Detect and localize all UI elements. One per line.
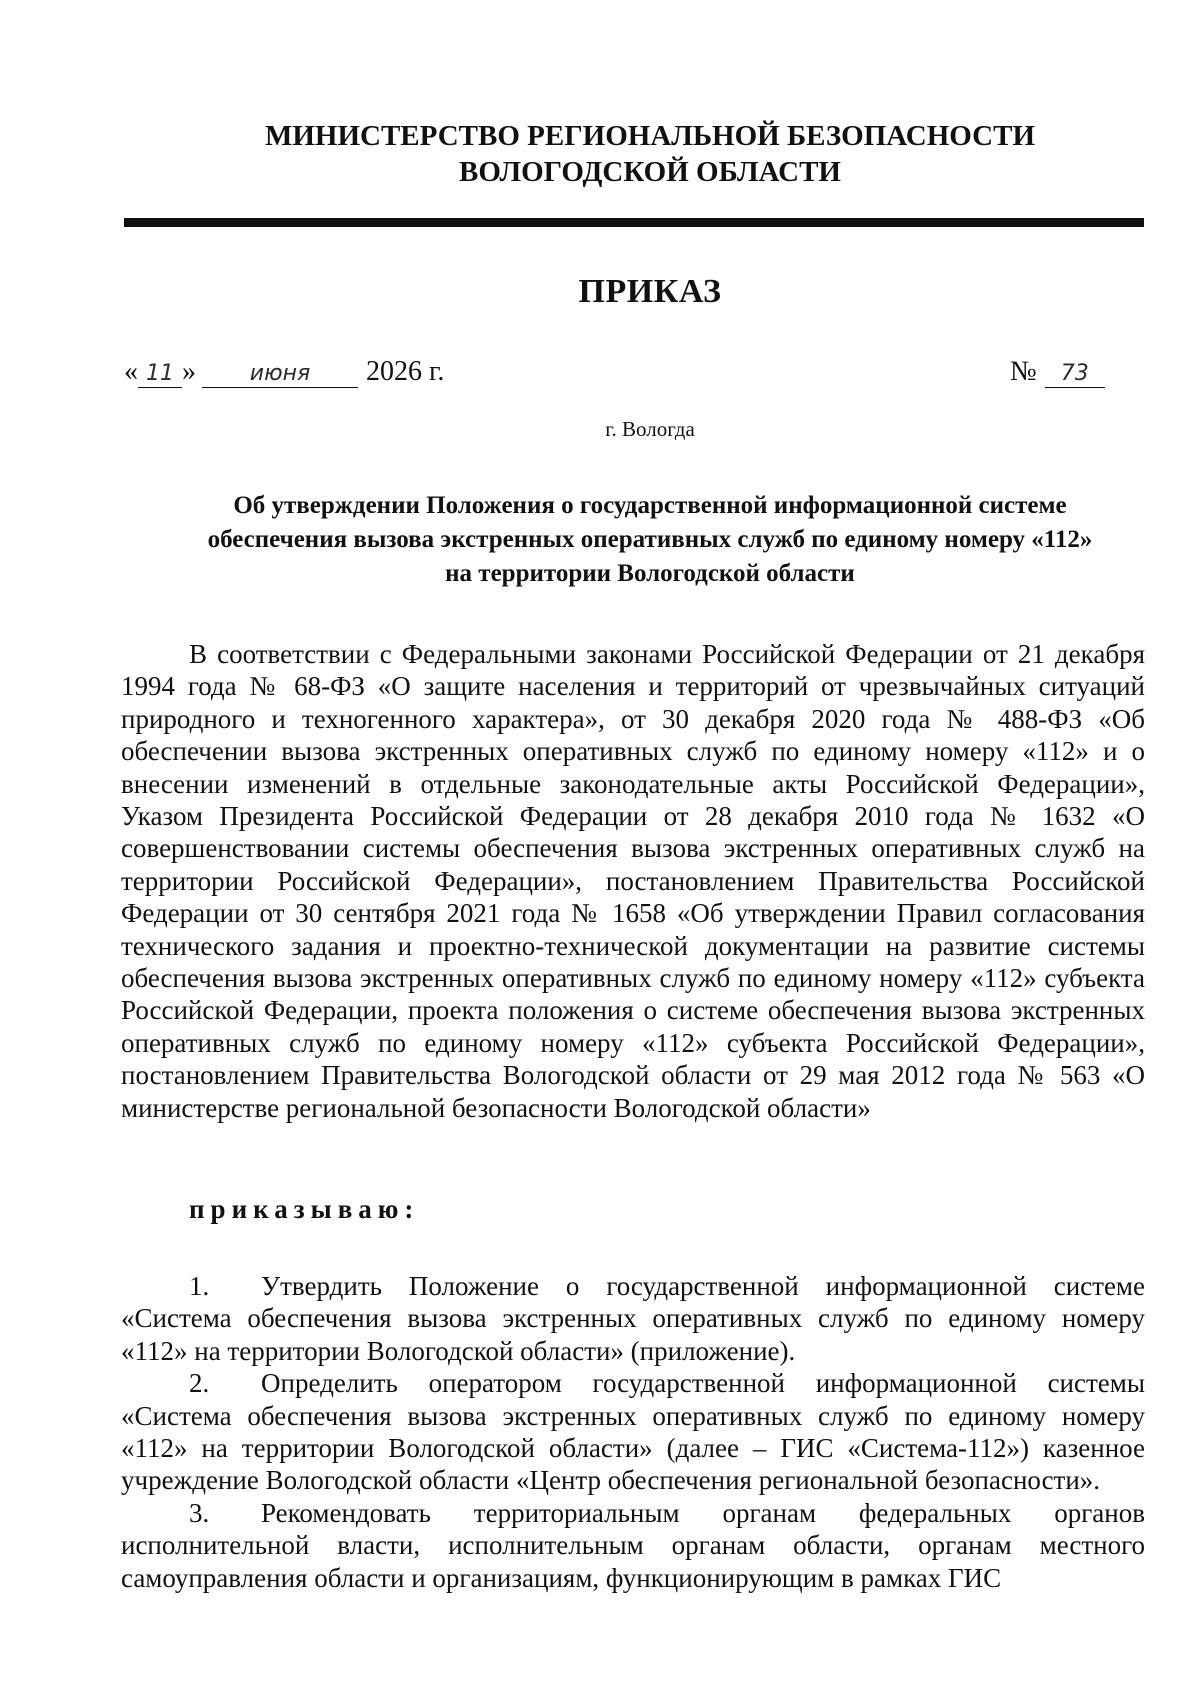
ministry-name-line2: ВОЛОГОДСКОЙ ОБЛАСТИ	[459, 156, 841, 188]
order-item-number: 2.	[189, 1368, 210, 1399]
city-line: г. Вологда	[605, 417, 695, 441]
order-number	[1010, 356, 1105, 388]
order-item-text: Рекомендовать территориальным органам федеральных органов исполнительной власти, исполнительным органам области, органам местного самоуправления области и организациям, функционирующим в рамках ГИС	[121, 1497, 1145, 1593]
order-item	[121, 1367, 1145, 1497]
order-number-handwritten: 73	[1045, 361, 1105, 388]
preamble-block	[121, 638, 1145, 1124]
order-subject	[120, 489, 1180, 591]
order-item-number: 1.	[189, 1271, 210, 1301]
date-year: 2026 г.	[366, 356, 445, 387]
order-item	[121, 1497, 1145, 1594]
date-month-handwritten: июня	[202, 361, 358, 388]
order-date	[124, 356, 444, 388]
date-close-quote: »	[182, 356, 196, 387]
order-item-text: Утвердить Положение о государственной информационной системе «Система обеспечения вызова экстренных оперативных служб по единому номеру «112» на территории Вологодской области» (приложение).	[121, 1271, 1145, 1366]
order-item-text: Определить оператором государственной информационной системы «Система обеспечения вызова экстренных оперативных служб по единому номеру «112» на территории Вологодской области» (далее – ГИС «Система-112») казенное учреждение Вологодской области «Центр обеспечения региональной безопасности».	[121, 1368, 1145, 1496]
order-subject-line3: на территории Вологодской области	[445, 560, 855, 587]
date-day-handwritten: 11	[138, 361, 182, 388]
ministry-name-line1: МИНИСТЕРСТВО РЕГИОНАЛЬНОЙ БЕЗОПАСНОСТИ	[264, 120, 1036, 152]
order-subject-line1: Об утверждении Положения о государственной информационной системе	[233, 492, 1067, 519]
order-word: приказываю:	[189, 1194, 420, 1224]
order-number-label: №	[1010, 356, 1037, 387]
header-divider	[124, 218, 1144, 227]
order-items	[121, 1270, 1145, 1594]
document-type-title: ПРИКАЗ	[578, 273, 722, 310]
preamble-paragraph: В соответствии с Федеральными законами Российской Федерации от 21 декабря 1994 года № 68-ФЗ «О защите населения и территорий от чрезвычайных ситуаций природного и техногенного характера», от 30 декабря 2020 года № 488-ФЗ «Об обеспечении вызова экстренных оперативных служб по единому номеру «112» и о внесении изменений в отдельные законодательные акты Российской Федерации», Указом Президента Российской Федерации от 28 декабря 2010 года № 1632 «О совершенствовании системы обеспечения вызова экстренных оперативных служб на территории Российской Федерации», постановлением Правительства Российской Федерации от 30 сентября 2021 года № 1658 «Об утверждении Правил согласования технического задания и проектно-технической документации на развитие системы обеспечения вызова экстренных оперативных служб по единому номеру «112» субъекта Российской Федерации, проекта положения о системе обеспечения вызова экстренных оперативных служб по единому номеру «112» субъекта Российской Федерации», постановлением Правительства Вологодской области от 29 мая 2012 года № 563 «О министерстве региональной безопасности Вологодской области»	[121, 639, 1145, 1123]
order-item-number: 3.	[189, 1497, 210, 1528]
ministry-name	[120, 118, 1180, 190]
order-subject-line2: обеспечения вызова экстренных оперативных служб по единому номеру «112»	[207, 526, 1093, 553]
date-open-quote: «	[124, 356, 138, 387]
order-item	[121, 1270, 1145, 1367]
